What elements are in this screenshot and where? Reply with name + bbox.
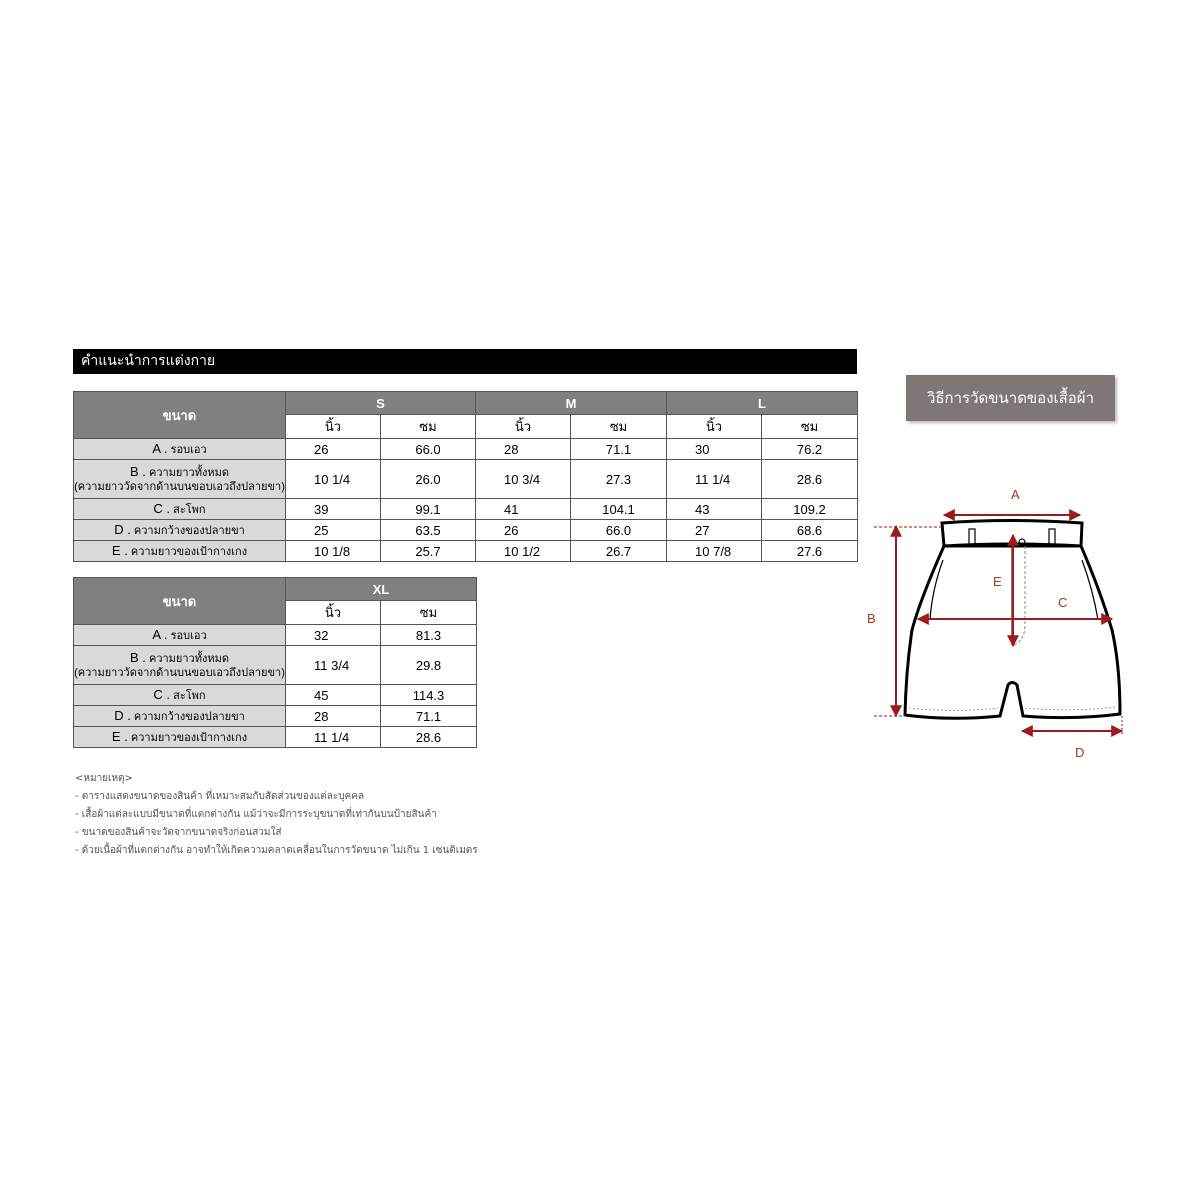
cell-inch: 26 bbox=[286, 439, 381, 460]
row-name: สะโพก bbox=[173, 503, 206, 516]
table-row bbox=[74, 706, 477, 727]
row-label bbox=[74, 439, 286, 460]
table-row bbox=[74, 541, 858, 562]
row-letter: A . bbox=[152, 440, 168, 456]
label-e: E bbox=[993, 574, 1002, 589]
table-row bbox=[74, 646, 477, 685]
row-label bbox=[74, 646, 286, 685]
unit-inch: นิ้ว bbox=[286, 415, 381, 439]
size-table-main bbox=[73, 391, 858, 562]
row-label bbox=[74, 685, 286, 706]
cell-inch: 30 bbox=[667, 439, 762, 460]
row-letter: B . bbox=[130, 649, 146, 665]
size-table-main-body bbox=[74, 439, 858, 562]
shorts-measurement-diagram bbox=[860, 480, 1150, 770]
unit-inch: นิ้ว bbox=[667, 415, 762, 439]
cell-cm: 25.7 bbox=[381, 541, 476, 562]
size-table-xl bbox=[73, 577, 477, 748]
row-name: ความกว้างของปลายขา bbox=[133, 710, 245, 723]
cell-cm: 68.6 bbox=[762, 520, 858, 541]
row-letter: B . bbox=[130, 463, 146, 479]
row-name: รอบเอว bbox=[170, 443, 207, 456]
row-name: ความยาวทั้งหมด bbox=[148, 466, 229, 479]
row-name: รอบเอว bbox=[170, 629, 207, 642]
label-b: B bbox=[867, 611, 876, 626]
cell-inch: 27 bbox=[667, 520, 762, 541]
row-letter: A . bbox=[152, 626, 168, 642]
cell-cm: 66.0 bbox=[381, 439, 476, 460]
note-item: - ตารางแสดงขนาดของสินค้า ที่เหมาะสมกับสัดส่วนของแต่ละบุคคล bbox=[75, 791, 365, 802]
cell-cm: 114.3 bbox=[381, 685, 477, 706]
unit-cm: ซม bbox=[762, 415, 858, 439]
cell-cm: 104.1 bbox=[571, 499, 667, 520]
size-table-xl-body bbox=[74, 625, 477, 748]
cell-inch: 45 bbox=[286, 685, 381, 706]
table-row bbox=[74, 439, 858, 460]
row-name: ความยาวทั้งหมด bbox=[148, 652, 229, 665]
row-sublabel: (ความยาววัดจากด้านบนขอบเอวถึงปลายขา) bbox=[74, 666, 285, 679]
cell-cm: 99.1 bbox=[381, 499, 476, 520]
notes-heading: <หมายเหตุ> bbox=[75, 773, 133, 784]
row-sublabel: (ความยาววัดจากด้านบนขอบเอวถึงปลายขา) bbox=[74, 480, 285, 493]
unit-inch: นิ้ว bbox=[286, 601, 381, 625]
cell-inch: 10 3/4 bbox=[476, 460, 571, 499]
cell-cm: 109.2 bbox=[762, 499, 858, 520]
unit-inch: นิ้ว bbox=[476, 415, 571, 439]
unit-cm: ซม bbox=[381, 415, 476, 439]
row-label bbox=[74, 625, 286, 646]
size-l-header: L bbox=[667, 392, 858, 415]
row-letter: C . bbox=[153, 686, 171, 702]
size-s-header: S bbox=[286, 392, 476, 415]
cell-inch: 28 bbox=[476, 439, 571, 460]
cell-inch: 25 bbox=[286, 520, 381, 541]
cell-inch: 26 bbox=[476, 520, 571, 541]
cell-inch: 10 7/8 bbox=[667, 541, 762, 562]
note-item: - ขนาดของสินค้าจะวัดจากขนาดจริงก่อนสวมใส่ bbox=[75, 827, 282, 838]
cell-inch: 10 1/2 bbox=[476, 541, 571, 562]
cell-inch: 41 bbox=[476, 499, 571, 520]
row-label bbox=[74, 460, 286, 499]
table-row bbox=[74, 625, 477, 646]
note-item: - ด้วยเนื้อผ้าที่แตกต่างกัน อาจทำให้เกิดความคลาดเคลื่อนในการวัดขนาด ไม่เกิน 1 เซนติเมตร bbox=[75, 845, 478, 856]
note-item: - เสื้อผ้าแต่ละแบบมีขนาดที่แตกต่างกัน แม้ว่าจะมีการระบุขนาดที่เท่ากันบนป้ายสินค้า bbox=[75, 809, 437, 820]
label-a: A bbox=[1011, 487, 1020, 502]
cell-cm: 76.2 bbox=[762, 439, 858, 460]
notes bbox=[75, 770, 478, 860]
cell-inch: 39 bbox=[286, 499, 381, 520]
row-name: ความยาวของเป้ากางเกง bbox=[130, 545, 248, 558]
cell-inch: 11 1/4 bbox=[667, 460, 762, 499]
size-m-header: M bbox=[476, 392, 667, 415]
unit-cm: ซม bbox=[571, 415, 667, 439]
table-row bbox=[74, 499, 858, 520]
cell-cm: 71.1 bbox=[381, 706, 477, 727]
cell-inch: 10 1/4 bbox=[286, 460, 381, 499]
row-letter: E . bbox=[111, 542, 128, 558]
table-row bbox=[74, 520, 858, 541]
cell-inch: 11 3/4 bbox=[286, 646, 381, 685]
cell-inch: 43 bbox=[667, 499, 762, 520]
cell-cm: 27.3 bbox=[571, 460, 667, 499]
row-name: ความกว้างของปลายขา bbox=[133, 524, 245, 537]
cell-cm: 28.6 bbox=[381, 727, 477, 748]
row-letter: C . bbox=[153, 500, 171, 516]
size-header: ขนาด bbox=[74, 578, 286, 625]
row-letter: D . bbox=[114, 521, 131, 537]
cell-cm: 63.5 bbox=[381, 520, 476, 541]
cell-cm: 26.0 bbox=[381, 460, 476, 499]
cell-cm: 71.1 bbox=[571, 439, 667, 460]
row-label bbox=[74, 520, 286, 541]
unit-cm: ซม bbox=[381, 601, 477, 625]
page-title: คำแนะนำการแต่งกาย bbox=[73, 349, 857, 374]
label-c: C bbox=[1058, 595, 1068, 610]
row-letter: D . bbox=[114, 707, 131, 723]
row-label bbox=[74, 499, 286, 520]
cell-cm: 28.6 bbox=[762, 460, 858, 499]
cell-cm: 26.7 bbox=[571, 541, 667, 562]
cell-inch: 28 bbox=[286, 706, 381, 727]
row-label bbox=[74, 727, 286, 748]
row-label bbox=[74, 706, 286, 727]
row-label bbox=[74, 541, 286, 562]
size-header: ขนาด bbox=[74, 392, 286, 439]
table-row bbox=[74, 460, 858, 499]
table-row bbox=[74, 685, 477, 706]
how-to-measure-heading: วิธีการวัดขนาดของเสื้อผ้า bbox=[906, 375, 1115, 421]
row-letter: E . bbox=[111, 728, 128, 744]
cell-inch: 32 bbox=[286, 625, 381, 646]
label-d: D bbox=[1075, 745, 1085, 760]
cell-cm: 29.8 bbox=[381, 646, 477, 685]
cell-cm: 66.0 bbox=[571, 520, 667, 541]
table-row bbox=[74, 727, 477, 748]
cell-inch: 10 1/8 bbox=[286, 541, 381, 562]
size-xl-header: XL bbox=[286, 578, 477, 601]
cell-inch: 11 1/4 bbox=[286, 727, 381, 748]
cell-cm: 81.3 bbox=[381, 625, 477, 646]
row-name: สะโพก bbox=[173, 689, 206, 702]
cell-cm: 27.6 bbox=[762, 541, 858, 562]
row-name: ความยาวของเป้ากางเกง bbox=[130, 731, 248, 744]
